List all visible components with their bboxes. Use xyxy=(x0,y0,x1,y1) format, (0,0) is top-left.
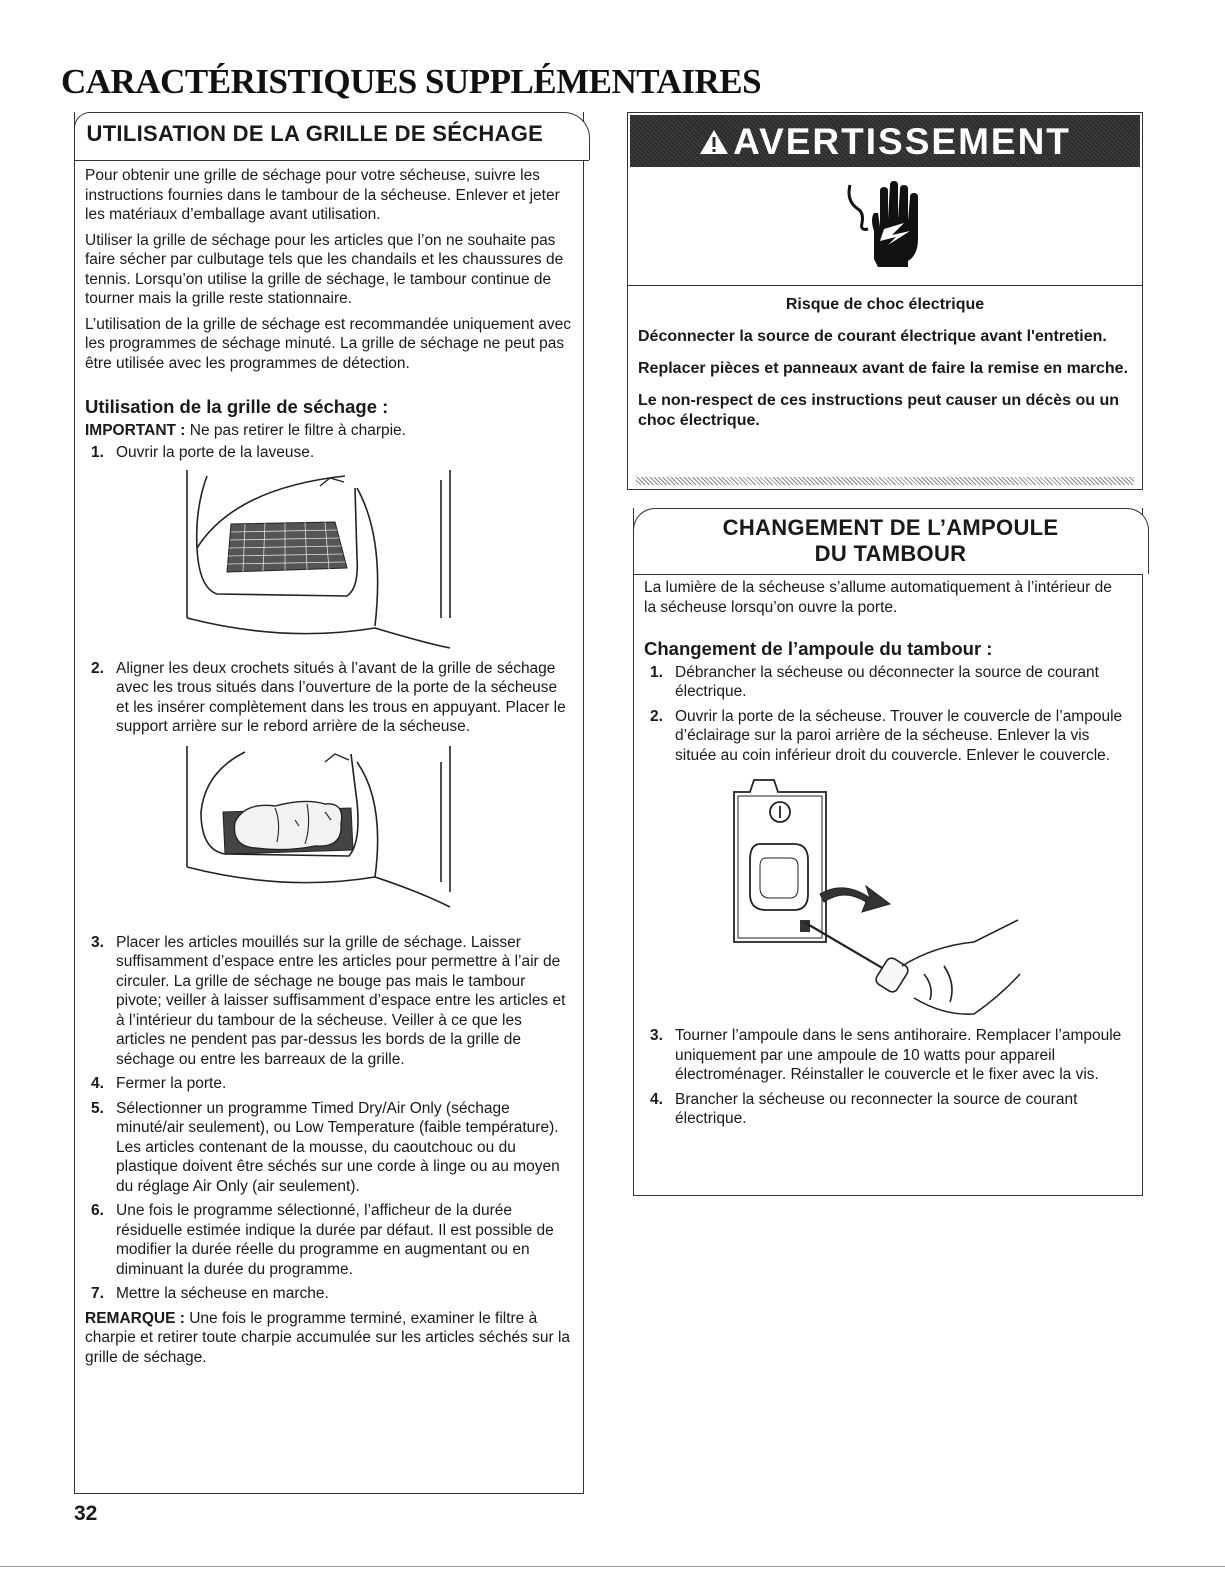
section-divider xyxy=(634,574,1142,575)
list-item xyxy=(644,707,1128,766)
intro-paragraph: La lumière de la sécheuse s’allume automatiquement à l’intérieur de la sécheuse lorsqu’on ouvre la porte. xyxy=(644,579,1112,616)
warning-bottom-band xyxy=(636,477,1134,485)
important-label: IMPORTANT : xyxy=(85,421,186,439)
section-tab xyxy=(74,112,590,160)
list-item xyxy=(85,659,573,737)
list-item xyxy=(85,443,573,463)
dryer-rack-illustration xyxy=(85,468,573,653)
page-title: CARACTÉRISTIQUES SUPPLÉMENTAIRES xyxy=(61,62,762,101)
step-number: 4. xyxy=(650,1090,663,1108)
step-number: 1. xyxy=(650,663,663,681)
remark-text: Une fois le programme terminé, examiner le filtre à charpie et retirer toute charpie accumulée sur les articles séchés sur la grille de séchage. xyxy=(85,1309,571,1366)
warning-text xyxy=(638,295,1132,443)
drum-light-heading-line1: CHANGEMENT DE L’AMPOULE xyxy=(722,515,1059,540)
drying-rack-content xyxy=(85,166,573,1373)
list-item xyxy=(85,933,573,1070)
important-note xyxy=(85,421,573,441)
section-tab xyxy=(633,508,1149,574)
drum-light-section xyxy=(633,508,1143,1196)
step-number: 3. xyxy=(91,933,104,951)
list-item xyxy=(85,1099,573,1197)
step-text: Mettre la sécheuse en marche. xyxy=(116,1285,329,1302)
bottom-divider xyxy=(0,1566,1225,1567)
intro-paragraph: Pour obtenir une grille de séchage pour votre sécheuse, suivre les instructions fournies dans le tambour de la sécheuse. Enlever et jeter les matériaux d’emballage avant utilisation. xyxy=(85,167,560,223)
important-text: Ne pas retirer le filtre à charpie. xyxy=(185,421,406,439)
drum-light-heading xyxy=(634,515,1148,567)
warning-triangle-icon xyxy=(699,128,729,156)
drying-rack-heading: UTILISATION DE LA GRILLE DE SÉCHAGE xyxy=(86,121,544,146)
warning-line: Replacer pièces et panneaux avant de faire la remise en marche. xyxy=(638,360,1129,377)
warning-title-row xyxy=(630,121,1140,163)
step-text: Brancher la sécheuse ou reconnecter la source de courant électrique. xyxy=(675,1090,1078,1127)
step-number: 1. xyxy=(91,444,104,461)
intro-paragraph: Utiliser la grille de séchage pour les articles que l’on ne souhaite pas faire sécher par culbutage tels que les chandails et les chaussures de tennis. Lorsqu’on utilise la grille de séchage, le tambour continue de tourner mais la grille reste stationnaire. xyxy=(85,231,564,307)
step-text: Sélectionner un programme Timed Dry/Air Only (séchage minuté/air seulement), ou Low Temperature (faible température). Les articles contenant de la mousse, du caoutchouc ou du plastique doivent être séchés sur une corde à linge ou au moyen du réglage Air Only (air seulement). xyxy=(116,1099,560,1195)
step-text: Fermer la porte. xyxy=(116,1075,227,1092)
remark-note xyxy=(85,1309,573,1368)
warning-line: Déconnecter la source de courant électrique avant l'entretien. xyxy=(638,328,1107,345)
bulb-cover-screwdriver-illustration xyxy=(644,770,1128,1020)
step-number: 2. xyxy=(91,659,104,677)
step-number: 5. xyxy=(91,1099,104,1117)
list-item xyxy=(85,1284,573,1304)
list-item xyxy=(644,1026,1128,1085)
remark-label: REMARQUE : xyxy=(85,1309,185,1327)
step-text: Placer les articles mouillés sur la grille de séchage. Laisser suffisamment d’espace entre les articles pour permettre à l’air de circuler. La grille de séchage ne bouge pas mais le tambour pivote; veiller à laisser suffisamment d’espace entre les articles et à l’intérieur du tambour de la sécheuse. Veiller à ce que les articles ne pendent pas par-dessus les bords de la grille de séchage ou entre les barreaux de la grille. xyxy=(116,933,566,1068)
step-number: 3. xyxy=(650,1027,663,1044)
drum-light-heading-line2: DU TAMBOUR xyxy=(814,541,967,566)
list-item xyxy=(644,1090,1128,1129)
step-number: 6. xyxy=(91,1202,104,1219)
step-number: 2. xyxy=(650,707,663,725)
drum-light-content xyxy=(644,578,1128,1134)
warning-header xyxy=(630,115,1140,167)
step-number: 4. xyxy=(91,1075,104,1092)
step-text: Aligner les deux crochets situés à l’avant de la grille de séchage avec les trous situés dans l’ouverture de la porte de la sécheuse et les insérer complètement dans les trous en appuyant. Placer le support arrière sur le rebord arrière de la sécheuse. xyxy=(116,659,566,735)
drying-rack-subheading: Utilisation de la grille de séchage : xyxy=(85,396,389,417)
warning-box xyxy=(627,112,1143,490)
electric-shock-hand-icon xyxy=(844,179,924,269)
warning-icon-area xyxy=(628,169,1142,286)
drum-light-subheading: Changement de l’ampoule du tambour : xyxy=(644,638,993,659)
step-text: Ouvrir la porte de la sécheuse. Trouver le couvercle de l’ampoule d’éclairage sur la paroi arrière de la sécheuse. Enlever la vis située au coin inférieur droit du couvercle. Enlever le couvercle. xyxy=(675,707,1123,764)
list-item xyxy=(644,663,1128,702)
page-number: 32 xyxy=(74,1502,98,1525)
hazard-title: Risque de choc électrique xyxy=(785,296,985,313)
list-item xyxy=(85,1201,573,1279)
step-text: Ouvrir la porte de la laveuse. xyxy=(116,444,315,461)
step-text: Une fois le programme sélectionné, l’afficheur de la durée résiduelle estimée indique la durée par défaut. Il est possible de modifier la durée réelle du programme en augmentant ou en diminuant la durée du programme. xyxy=(116,1202,554,1278)
drying-rack-section xyxy=(74,112,584,1494)
step-text: Tourner l’ampoule dans le sens antihoraire. Remplacer l’ampoule uniquement par une ampoule de 10 watts pour appareil électroménager. Réinstaller le couvercle et le fixer avec la vis. xyxy=(675,1027,1122,1083)
list-item xyxy=(85,1074,573,1094)
step-text: Débrancher la sécheuse ou déconnecter la source de courant électrique. xyxy=(675,663,1099,700)
step-number: 7. xyxy=(91,1285,104,1302)
warning-title: AVERTISSEMENT xyxy=(733,121,1071,162)
warning-line: Le non-respect de ces instructions peut causer un décès ou un choc électrique. xyxy=(638,392,1119,429)
section-divider xyxy=(75,160,589,161)
intro-paragraph: L’utilisation de la grille de séchage est recommandée uniquement avec les programmes de séchage minuté. La grille de séchage ne peut pas être utilisée avec les programmes de détection. xyxy=(85,315,571,372)
wet-items-on-rack-illustration xyxy=(85,742,573,927)
